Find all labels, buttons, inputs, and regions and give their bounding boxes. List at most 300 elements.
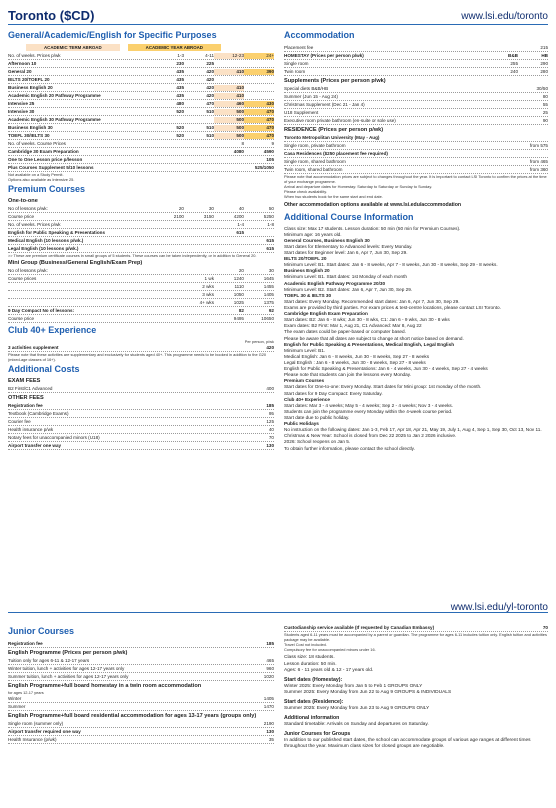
mini-group-title: Mini Group (Business/General English/Exam Prep) — [8, 259, 143, 266]
other-fees-title: OTHER FEES — [8, 394, 44, 401]
note-text: Please note that these activities are supplementary and exclusively for students aged 40+. This programme needs to be booked in addition to the G20 (mixed-age classes of 16+). — [8, 351, 267, 362]
row-label: Airport transfer one way — [8, 442, 62, 448]
info-line: Medical English: Jan 6 - 8 weeks, Jun 30 - 8 weeks, Sep 27 - 8 weeks — [284, 353, 430, 359]
info-line: To obtain further information, please contact the school directly. — [284, 445, 415, 451]
info-line: Christmas & New Year: School is closed from Dec 22 2025 to Jan 2 2026 inclusive. — [284, 433, 457, 439]
row-value: 420 — [206, 93, 214, 99]
row-value: 240 — [510, 68, 518, 74]
table-row — [284, 624, 548, 632]
row-label: Business English 30 — [8, 125, 53, 131]
row-label: Course price — [8, 316, 35, 322]
right-column — [284, 28, 548, 452]
table-row — [8, 68, 274, 76]
table-row — [8, 307, 274, 315]
row-label: Notary fees for unaccompanied minors (U18) — [8, 434, 100, 440]
row-value: 500 — [214, 133, 244, 139]
row-label: Winter tuition, lunch + activities for ages 12-17 years only — [8, 665, 125, 671]
exam-fees-title: EXAM FEES — [8, 377, 41, 384]
table-row — [8, 100, 274, 108]
section-title-course-info: Additional Course Information — [284, 211, 414, 222]
row-label: Twin room — [284, 68, 306, 74]
table-row — [284, 142, 548, 150]
table-row — [284, 85, 548, 93]
row-label: Casa Residences ($250 placement fee required) — [284, 150, 388, 156]
row-value: 480 — [176, 101, 184, 107]
row-label: Single room — [284, 60, 309, 66]
table-row — [284, 93, 548, 101]
row-value: 2190 — [263, 721, 274, 727]
yl-sub-title: Additional information — [284, 715, 340, 722]
yl-sub-title: Start dates (Residence): — [284, 699, 344, 706]
row-value: 8 — [241, 141, 244, 147]
table-row — [284, 117, 548, 125]
row-value: 4+ wks — [199, 300, 214, 306]
row-value: 1-3 — [177, 53, 184, 59]
section-title-premium: Premium Courses — [8, 184, 86, 195]
row-value: 4590 — [263, 149, 274, 155]
row-value: 435 — [176, 85, 184, 91]
row-label: TOEFL 30/IELTS 30 — [8, 133, 50, 139]
table-row — [8, 140, 274, 148]
table-row — [8, 124, 274, 132]
residence-title: RESIDENCE (Prices per person p/wk) — [284, 126, 384, 133]
row-value: 3150 — [203, 214, 214, 220]
row-value: 35 — [268, 737, 274, 743]
row-value: 525/1050 — [254, 164, 274, 170]
row-value: 460 — [214, 101, 244, 107]
note-text: Compulsory fee for unaccompanied minors under 16. — [284, 647, 376, 653]
row-value: 105 — [266, 157, 274, 162]
row-value: 420 — [266, 344, 274, 350]
programme-homestay-sub: for ages 12-17 years — [8, 690, 44, 696]
row-value: 5250 — [263, 214, 274, 220]
info-line: Start dates for Beginner level: Jan 6, Apr 7, Jun 30, Sep 29. — [284, 250, 408, 256]
row-value: 410 — [214, 93, 244, 99]
row-value: 4200 — [233, 214, 244, 220]
row-value: 470 — [244, 125, 274, 131]
row-value: 55 — [542, 101, 548, 107]
yl-line: Winter 2025: Every Monday from Jan 5 to Feb 1 GROUPS ONLY — [284, 683, 423, 689]
row-value: 70 — [542, 625, 548, 630]
table-row — [8, 148, 274, 156]
table-row — [284, 60, 548, 68]
info-line: Premium Courses — [284, 378, 325, 384]
row-label: Airport transfer required one way — [8, 729, 81, 735]
info-line: Minimum Level: B1. Start dates: Jan 6 - 8 weeks, Apr 7 - 8 weeks, Jun 30 - 8 weeks, Sep 29 - 8 weeks. — [284, 262, 498, 268]
row-value: 230 — [176, 61, 184, 67]
row-value: 1645 — [263, 276, 274, 282]
row-value: 1455 — [263, 284, 274, 290]
row-value: 1050 — [233, 292, 244, 298]
row-label: No of lessons p/wk: — [8, 268, 48, 274]
section-title-additional-costs: Additional Costs — [8, 363, 80, 374]
row-value: 4-11 — [205, 53, 214, 59]
row-value: 1405 — [263, 696, 274, 702]
table-row — [8, 245, 274, 253]
row-label: Cambridge 30 Exam Preparation — [8, 149, 79, 155]
row-label: Registration fee — [8, 640, 43, 646]
row-label: Custodianship service available (If requested by Canadian Embassy) — [284, 625, 435, 630]
row-value: B&B — [508, 52, 518, 58]
row-label: Course price — [8, 214, 35, 220]
row-label: Toronto Metropolitan University (May - Aug) — [284, 134, 380, 140]
row-label: Summer — [8, 704, 26, 710]
row-value: 430 — [244, 101, 274, 107]
row-value: 400 — [266, 385, 274, 391]
row-value: 420 — [206, 85, 214, 91]
table-row — [284, 101, 548, 109]
table-row — [8, 205, 274, 213]
row-label: IELTS 20/TOEFL 20 — [8, 77, 50, 83]
table-row — [8, 116, 274, 124]
row-label: Intensive 25 — [8, 101, 35, 107]
row-value: 30 — [268, 268, 274, 274]
row-value: 1405 — [263, 292, 274, 298]
row-label: Health insurance p/wk — [8, 426, 54, 432]
row-label: Winter — [8, 696, 22, 702]
table-row — [8, 267, 274, 275]
row-value: 40 — [238, 206, 244, 212]
english-programme-title: English Programme (Prices per person p/wk) — [8, 649, 128, 656]
row-label: General 20 — [8, 69, 32, 75]
row-label: Legal English (10 lessons p/wk.) — [8, 245, 79, 251]
table-row — [8, 695, 274, 703]
row-value: 435 — [176, 77, 184, 83]
row-label: Intensive 30 — [8, 109, 35, 115]
table-row — [8, 434, 274, 442]
note-text: When two students book for the same start and end date. — [284, 194, 383, 200]
table-row — [8, 442, 274, 450]
row-value: 130 — [266, 442, 274, 448]
info-line: Minimum Level: B2. Start dates: Jan 6, Apr 7, Jun 30, Sep 29. — [284, 286, 413, 292]
row-value: 390 — [244, 69, 274, 75]
row-label: Health Insurance (p/wk) — [8, 737, 57, 743]
row-value: 215 — [540, 44, 548, 50]
info-line: Start date due to public holiday. — [284, 415, 350, 420]
info-line: Cambridge English Exam Preparation — [284, 311, 368, 317]
row-value: from 465 — [529, 158, 548, 164]
row-label: Special diets B&B/HB — [284, 85, 329, 91]
row-value: 30 — [208, 206, 214, 212]
note-text: Students aged 6-11 years must be accompanied by a parent or guardian. The programme for ages 6-11 includes tuition only. English tuition and activities package may be available. — [284, 631, 547, 643]
table-row — [8, 736, 274, 744]
row-value: from 360 — [529, 166, 548, 172]
row-value: 500 — [214, 109, 244, 115]
row-value: 615 — [236, 229, 244, 235]
section-title-junior: Junior Courses — [8, 626, 75, 636]
info-line: Start dates: Mar 3 - 4 weeks; May 5 - 4 weeks; Sep 2 - 4 weeks; Nov 3 - 4 weeks. — [284, 402, 454, 408]
row-label: B2 First/C1 Advanced — [8, 385, 53, 391]
row-value: 50 — [268, 206, 274, 212]
table-row — [8, 283, 274, 291]
row-value: 520 — [176, 125, 184, 131]
table-row — [8, 221, 274, 229]
table-row — [8, 229, 274, 237]
table-row — [8, 237, 274, 245]
row-label: Christmas Supplement (Dec 21 - Jan 4) — [284, 101, 365, 107]
table-row — [8, 673, 274, 681]
row-label: 3 activities supplement — [8, 344, 59, 350]
table-row — [284, 134, 548, 142]
yl-line: In addition to our published start dates, the school can accommodate groups of various age ranges at different times throughout the year. Maximum class sizes for closed groups are negotiable. — [284, 737, 531, 750]
row-label: English for Public Speaking & Presentations — [8, 229, 105, 235]
table-row — [8, 703, 274, 711]
note-text: Arrival and departure dates for Homestay: Saturday to Saturday or Sunday to Sunday. — [284, 183, 433, 189]
table-row — [284, 166, 548, 174]
row-value: 95 — [268, 411, 274, 417]
row-label: Textbook (Cambridge Exams) — [8, 411, 69, 417]
yl-line: Summer 2025: Every Monday from Jun 22 to Aug 9 GROUPS & INDIVIDUALS — [284, 689, 452, 695]
info-line: Club 40+ Experience — [284, 396, 330, 402]
row-value: 2 wks — [202, 284, 214, 290]
info-line: English for Public Speaking & Presentations: Jan 6 - 4 weeks, Jun 30 - 4 weeks, Sep 27 - 4 weeks — [284, 366, 488, 372]
row-value: 1470 — [263, 704, 274, 710]
row-value: 500 — [214, 117, 244, 123]
row-value: 420 — [206, 69, 214, 75]
info-line: Start dates for Elementary to Advanced levels: Every Monday. — [284, 243, 413, 249]
note-text: Not available on a Study Permit. — [8, 171, 64, 177]
row-label: Academic English 20 Pathway Programme — [8, 93, 101, 99]
section-title-club40: Club 40+ Experience — [8, 324, 97, 335]
section-title-accommodation: Accommodation — [284, 30, 355, 40]
row-value: 2100 — [173, 214, 184, 220]
table-row — [284, 109, 548, 117]
row-label: Medical English (10 lessons p/wk.) — [8, 237, 84, 243]
table-row — [8, 720, 274, 728]
table-row — [8, 92, 274, 100]
table-row — [8, 275, 274, 283]
info-line: Start dates for One-to-one: Every Monday. Start dates for Mini group: 1st monday of the month. — [284, 384, 482, 390]
table-row — [8, 156, 274, 164]
row-label: Plus Courses Supplement 5/10 lessons — [8, 164, 94, 170]
row-label: HOMESTAY (Prices per person p/wk) — [284, 52, 364, 58]
yl-website[interactable]: www.lsi.edu/yl-toronto — [450, 602, 548, 613]
row-label: Business English 20 — [8, 85, 53, 91]
yl-sub-title: Start dates (Homestay): — [284, 676, 343, 683]
row-value: 1-4 — [237, 221, 244, 227]
info-line: Please note that students can join the lessons every Monday. — [284, 372, 412, 378]
table-row — [8, 315, 274, 323]
note-text: Travel Cost not included. — [284, 642, 327, 648]
row-value: 435 — [176, 93, 184, 99]
table-row — [284, 150, 548, 158]
table-row — [8, 84, 274, 92]
yl-sub-title: Junior Courses for Groups — [284, 731, 351, 738]
row-value: 500 — [214, 125, 244, 131]
table-row — [8, 60, 274, 68]
left-column — [8, 28, 274, 450]
info-line: Minimum Level: B1. Start dates: 1st Monday of each month — [284, 274, 407, 280]
row-value: 4080 — [233, 149, 244, 155]
one-to-one-title: One-to-one — [8, 197, 38, 204]
yl-line: Summer 2025: Every Monday from Jun 23 to Aug 9 GROUPS ONLY — [284, 705, 430, 711]
row-value: 255 — [510, 60, 518, 66]
info-line: Start dates: B2: Jan 6 - 8 wks; Jun 30 - 8 wks, C1: Jan 6 - 9 wks, Jun 30 - 8 wks — [284, 317, 450, 323]
row-label: Single room (summer only) — [8, 721, 64, 727]
row-value: 40 — [268, 426, 274, 432]
note-text: Please note that accommodation prices are subject to changes throughout the year. It is important to contact LSI Toronto to confirm the prices at the time of your exchange programme. — [284, 173, 547, 184]
row-value: from 575 — [529, 142, 548, 148]
row-value: 615 — [266, 237, 274, 243]
legend-year: ACADEMIC YEAR ABROAD — [128, 44, 221, 52]
table-row — [8, 418, 274, 426]
info-line: Legal English : Jan 6 - 8 weeks, Jun 30 - 8 weeks, Sep 27 - 8 weeks — [284, 360, 426, 366]
table-row — [8, 291, 274, 299]
table-row — [8, 213, 274, 221]
row-value: 290 — [540, 60, 548, 66]
row-label: Summer tuition, lunch + activities for ages 12-17 years only — [8, 673, 129, 679]
table-row — [8, 164, 274, 172]
table-row — [8, 402, 274, 410]
info-line: IELTS 20/TOEFL 20 — [284, 256, 327, 262]
table-row — [8, 344, 274, 352]
row-label: Afternoon 10 — [8, 61, 37, 67]
row-label: Course prices — [8, 276, 37, 282]
row-label: Placement fee — [284, 44, 314, 50]
info-line: Business English 20 — [284, 268, 330, 274]
table-row — [8, 299, 274, 307]
junior-left — [8, 624, 274, 744]
row-label: One to One Lesson price p/lesson — [8, 157, 83, 162]
group-legend — [26, 44, 274, 52]
info-line: Students can join the programme every Monday within the 4-week course period. — [284, 408, 453, 414]
row-value: 470 — [244, 109, 274, 115]
junior-right — [284, 624, 548, 750]
row-value: 30/50 — [536, 85, 548, 91]
info-line: Class size: Max 17 students. Lesson duration: 50 min (50 min for Premium Courses). — [284, 225, 461, 231]
programme-homestay-title: English Programme+full board homestay in a twin room accommodation — [8, 682, 202, 689]
row-value: 960 — [266, 665, 274, 671]
table-row — [8, 108, 274, 116]
row-value: 470 — [244, 117, 274, 123]
info-line: English for Public Speaking & Presentations, Medical English, Legal English — [284, 341, 455, 347]
table-row — [8, 410, 274, 418]
row-value: 435 — [176, 69, 184, 75]
other-accommodation[interactable]: Other accommodation options available at www.lsi.edu/accommodation — [284, 202, 462, 209]
row-value: 1 wk — [204, 276, 214, 282]
row-label: Tuition only for ages 6-11 & 12-17 years — [8, 657, 90, 663]
row-value: 510 — [206, 133, 214, 139]
row-value: 615 — [266, 245, 274, 251]
row-value: 185 — [266, 403, 274, 409]
supplements-title: Supplements (Prices per person p/wk) — [284, 77, 386, 84]
table-row — [284, 52, 548, 60]
row-value: 225 — [206, 61, 214, 67]
row-value: HB — [541, 52, 548, 58]
table-row — [8, 385, 274, 393]
yl-info-line: Class size: 18 students. — [284, 655, 335, 661]
row-value: 420 — [206, 77, 214, 83]
info-line: General Courses, Business English 30 — [284, 237, 370, 243]
table-row — [8, 657, 274, 665]
row-value: 1025 — [233, 300, 244, 306]
row-value: 1240 — [233, 276, 244, 282]
table-row — [8, 640, 274, 648]
row-value: 82 — [238, 308, 244, 314]
info-line: Minimum age: 16 years old. — [284, 231, 342, 237]
note-text: >> These are premium certificate courses in small groups of 5 students. These courses can be taken independently, or in addition to General 20. — [8, 252, 257, 258]
row-value: 410 — [214, 69, 244, 75]
row-label: No. of weeks. Course Prices — [8, 141, 66, 147]
row-label: 9 Day Compact No of lessons: — [8, 308, 75, 314]
row-value: 130 — [266, 729, 274, 735]
row-label: Academic English 30 Pathway Programme — [8, 117, 101, 123]
section-title-general: General/Academic/English for Specific Purposes — [8, 30, 217, 40]
row-label: Executive room private bathroom (en-suite or sole use) — [284, 117, 396, 123]
row-value: 80 — [542, 93, 548, 99]
row-value: 470 — [206, 101, 214, 107]
info-line: 2026: School reopens on Jan 5. — [284, 439, 351, 445]
table-header — [8, 52, 274, 60]
programme-residential-title: English Programme+full board residential accommodation for ages 13-17 years (groups only) — [8, 713, 257, 720]
row-value: 12-23 — [214, 53, 244, 59]
info-line: Start dates for 9 Day Compact: Every Saturday. — [284, 390, 383, 396]
row-label: Twin room, shared bathroom — [284, 166, 343, 172]
row-label: Single room, private bathroom — [284, 142, 346, 148]
row-value: 92 — [268, 308, 274, 314]
table-row — [284, 68, 548, 76]
row-label: Courier fee — [8, 419, 31, 424]
info-line: TOEFL 30 & IELTS 30 — [284, 292, 332, 298]
table-row — [8, 728, 274, 736]
row-value: 185 — [266, 640, 274, 646]
row-value: 510 — [206, 125, 214, 131]
info-line: Exam dates: B2 First: Mar 1, Aug 21, C1 Advanced: Mar 8, Aug 22 — [284, 323, 422, 329]
table-row — [8, 665, 274, 673]
row-value: 24+ — [244, 53, 274, 59]
website-link[interactable]: www.lsi.edu/toronto — [461, 11, 548, 22]
yl-line: Standard timetable: Arrivals on Sunday and departures on Saturday. — [284, 721, 429, 727]
info-line: Public Holidays — [284, 421, 319, 427]
legend-term: ACADEMIC TERM ABROAD — [26, 44, 120, 52]
row-value: 9 — [271, 141, 274, 147]
row-value: 465 — [266, 657, 274, 663]
row-value: 280 — [540, 68, 548, 74]
city-title: Toronto ($CD) — [8, 8, 95, 23]
table-row — [284, 158, 548, 166]
row-label: Registration fee — [8, 403, 43, 409]
table-row — [284, 44, 548, 52]
info-line: Please be aware that all dates are subject to change at short notice based on demand. — [284, 335, 464, 341]
yl-info-line: Ages: 6 - 11 years old & 12 - 17 years old. — [284, 667, 374, 673]
row-value: 10650 — [261, 316, 274, 322]
row-value: 520 — [176, 109, 184, 115]
row-value: 510 — [206, 109, 214, 115]
row-value: 20 — [178, 206, 184, 212]
header-rule — [8, 24, 548, 25]
row-value: 410 — [214, 85, 244, 91]
note-text: Options also available as Intensive 25. — [8, 177, 75, 183]
row-value: 1110 — [234, 284, 244, 290]
info-line: No instruction on the following dates: Jan 1-3, Feb 17, Apr 18, Apr 21, May 19, July 1, Aug 4, Sep 1, Sep 30, Oct 13, Nov 11. — [284, 427, 542, 433]
table-row — [8, 76, 274, 84]
row-value: 1020 — [263, 673, 274, 679]
club40-per: Per person, p/wk — [244, 338, 274, 344]
row-value: 3 wks — [202, 292, 214, 298]
row-value: 520 — [176, 133, 184, 139]
row-value: 1-8 — [267, 221, 274, 227]
row-value: 1375 — [263, 300, 274, 306]
table-row — [8, 132, 274, 140]
row-label: No. of weeks. Prices p/wk — [8, 221, 61, 227]
row-label: U18 Supplement — [284, 109, 319, 115]
info-line: Academic English Pathway Programme 20/30 — [284, 280, 386, 286]
info-line: Minimum Level: B1. — [284, 347, 326, 353]
info-line: Exams are provided by third parties. For exam prices & test-centre locations, please contact LSI Toronto. — [284, 305, 501, 311]
row-label: No of lessons p/wk: — [8, 206, 48, 212]
info-line: Start dates: Every Monday. Recommended start dates: Jan 6, Apr 7, Jun 30, Sep 29. — [284, 298, 460, 304]
row-label: Summer (Jun 15 - Aug 24) — [284, 93, 338, 99]
